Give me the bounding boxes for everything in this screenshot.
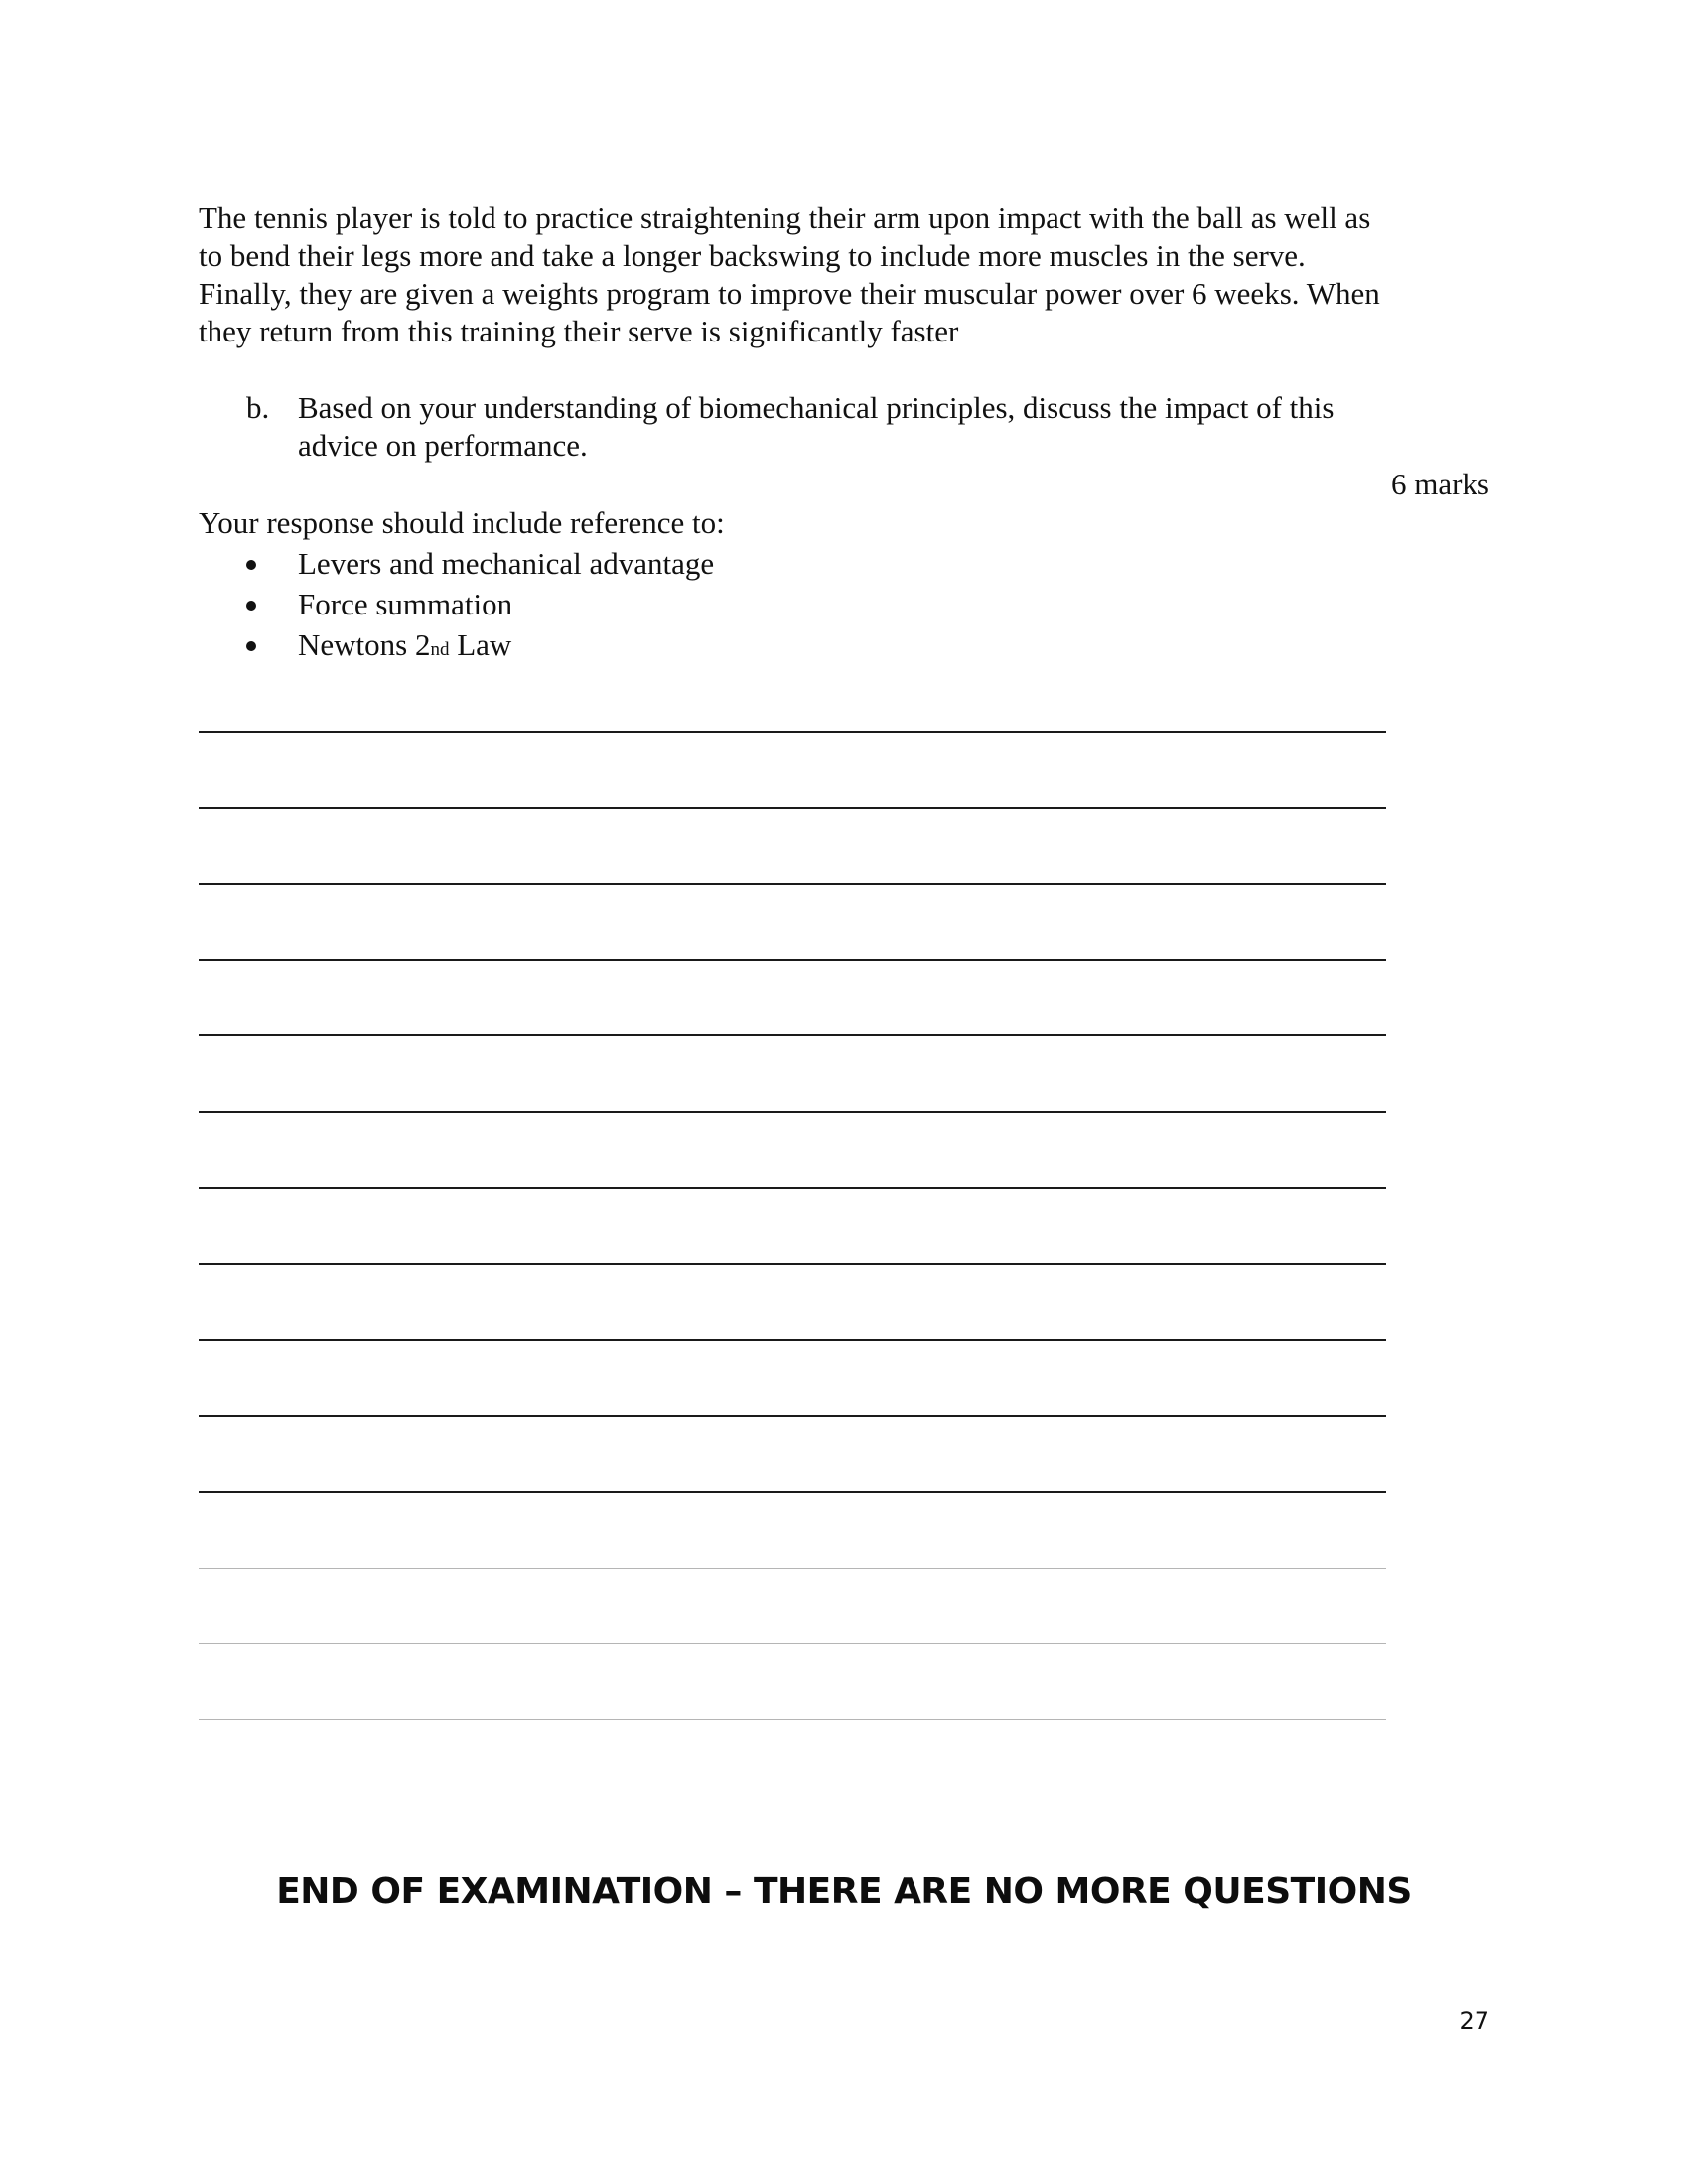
list-item-text: Levers and mechanical advantage [298,546,715,581]
end-of-examination-banner: END OF EXAMINATION – THERE ARE NO MORE QUESTIONS [276,1871,1412,1912]
answer-line[interactable] [199,807,1386,809]
intro-line: Finally, they are given a weights program to improve their muscular power over 6 weeks. When [199,276,1380,311]
list-item-text: Force summation [298,587,513,621]
answer-line[interactable] [199,1415,1386,1417]
answer-line[interactable] [199,883,1386,885]
intro-paragraph [199,200,1489,350]
answer-line[interactable] [199,1187,1386,1189]
marks-label: 6 marks [1390,467,1489,501]
answer-line[interactable] [199,1263,1386,1265]
answer-line[interactable] [199,1568,1386,1569]
answer-line[interactable] [199,959,1386,961]
question-line: advice on performance. [298,428,588,463]
answer-line[interactable] [199,1491,1386,1493]
bullet-icon [246,601,256,611]
bullet-icon [246,560,256,570]
page-number: 27 [1459,2007,1489,2035]
bullet-icon [246,641,256,651]
law-text: Law [449,627,512,662]
intro-line: they return from this training their serve is significantly faster [199,314,959,348]
answer-line[interactable] [199,1034,1386,1036]
answer-line[interactable] [199,1719,1386,1720]
answer-line[interactable] [199,1339,1386,1341]
question-line: Based on your understanding of biomechanical principles, discuss the impact of this [298,390,1335,425]
response-guidance-intro: Your response should include reference to: [199,505,725,540]
answer-line[interactable] [199,1111,1386,1113]
list-item-text [298,626,511,669]
question-text [298,389,1334,465]
intro-line: The tennis player is told to practice straightening their arm upon impact with the ball as well as [199,201,1371,235]
newtons-law-text: Newtons 2 [298,627,431,662]
answer-line[interactable] [199,1643,1386,1644]
intro-line: to bend their legs more and take a longer backswing to include more muscles in the serve. [199,238,1306,273]
answer-line[interactable] [199,731,1386,733]
ordinal-suffix: nd [430,639,450,660]
question-letter: b. [246,390,270,425]
